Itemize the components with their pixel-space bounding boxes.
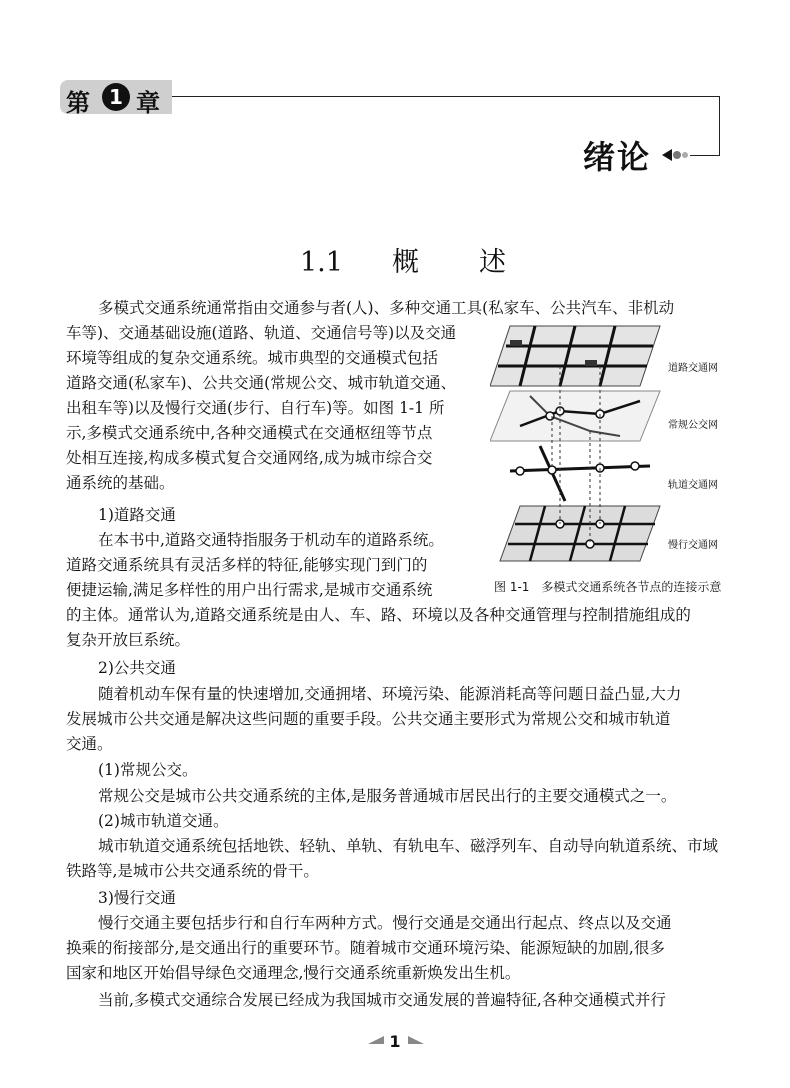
bus-network-layer [490, 391, 660, 441]
chapter-tab [60, 80, 172, 117]
body-line: 慢行交通主要包括步行和自行车两种方式。慢行交通是交通出行起点、终点以及交通 [98, 914, 672, 932]
body-line: 当前,多模式交通综合发展已经成为我国城市交通发展的普遍特征,各种交通模式并行 [98, 991, 666, 1009]
figure-caption: 图 1-1 多模式交通系统各节点的连接示意 [494, 580, 722, 594]
subheading-public: 2)公共交通 [98, 659, 176, 677]
fig-label-road: 道路交通网 [668, 363, 718, 374]
road-network-layer [490, 326, 660, 386]
body-line: 随着机动车保有量的快速增加,交通拥堵、环境污染、能源消耗高等问题日益凸显,大力 [98, 685, 682, 703]
section-title [300, 240, 566, 279]
right-page-arrow-icon [408, 1036, 424, 1044]
subheading-bus: (1)常规公交。 [98, 761, 198, 779]
body-line: 道路交通系统具有灵活多样的特征,能够实现门到门的 [66, 556, 428, 574]
body-line: 多模式交通系统通常指由交通参与者(人)、多种交通工具(私家车、公共汽车、非机动 [98, 299, 675, 317]
body-line: 复杂开放巨系统。 [66, 631, 191, 649]
body-line: 车等)、交通基础设施(道路、轨道、交通信号等)以及交通 [66, 324, 457, 342]
body-line: 处相互连接,构成多模式复合交通网络,成为城市综合交 [66, 449, 433, 467]
fig-label-rail: 轨道交通网 [668, 480, 718, 491]
page-number: 1 [389, 1032, 401, 1051]
body-line: 交通。 [66, 735, 113, 753]
body-line: 通系统的基础。 [66, 474, 175, 492]
body-line: 的主体。通常认为,道路交通系统是由人、车、路、环境以及各种交通管理与控制措施组成的 [66, 606, 691, 624]
body-line: 在本书中,道路交通特指服务于机动车的道路系统。 [98, 531, 444, 549]
section-heading: 概述 [392, 247, 566, 278]
chapter-title: 绪论 [583, 138, 652, 176]
header-rule [172, 96, 720, 97]
chapter-prefix: 第 [66, 89, 90, 117]
body-line: 环境等组成的复杂交通系统。城市典型的交通模式包括 [66, 349, 439, 367]
body-line: 铁路等,是城市公共交通系统的骨干。 [66, 862, 319, 880]
header-rule-end [690, 155, 720, 156]
bullet-decoration-icon [660, 146, 690, 164]
body-line: 换乘的衔接部分,是交通出行的重要环节。随着城市交通环境污染、能源短缺的加剧,很多 [66, 939, 665, 957]
subheading-slow: 3)慢行交通 [98, 889, 176, 907]
fig-label-bus: 常规公交网 [668, 420, 718, 431]
body-line: 道路交通(私家车)、公共交通(常规公交、城市轨道交通、 [66, 374, 457, 392]
chapter-number: 1 [102, 83, 130, 111]
body-line: 常规公交是城市公共交通系统的主体,是服务普通城市居民出行的主要交通模式之一。 [98, 787, 677, 805]
rail-network-layer [510, 446, 650, 501]
figure-multimodal-network [490, 316, 730, 584]
body-line: 示,多模式交通系统中,各种交通模式在交通枢纽等节点 [66, 424, 433, 442]
body-line: 城市轨道交通系统包括地铁、轻轨、单轨、有轨电车、磁浮列车、自动导向轨道系统、市域 [98, 837, 719, 855]
chapter-suffix: 章 [136, 89, 160, 117]
subheading-road: 1)道路交通 [98, 506, 176, 524]
section-number: 1.1 [300, 247, 343, 278]
subheading-rail: (2)城市轨道交通。 [98, 812, 229, 830]
body-line: 国家和地区开始倡导绿色交通理念,慢行交通系统重新焕发出生机。 [66, 964, 521, 982]
body-line: 发展城市公共交通是解决这些问题的重要手段。公共交通主要形式为常规公交和城市轨道 [66, 710, 671, 728]
slow-network-layer [500, 506, 660, 561]
fig-label-slow: 慢行交通网 [668, 540, 718, 551]
body-line: 出租车等)以及慢行交通(步行、自行车)等。如图 1-1 所 [66, 399, 445, 417]
body-line: 便捷运输,满足多样性的用户出行需求,是城市交通系统 [66, 581, 433, 599]
header-rule-vertical [719, 96, 720, 156]
